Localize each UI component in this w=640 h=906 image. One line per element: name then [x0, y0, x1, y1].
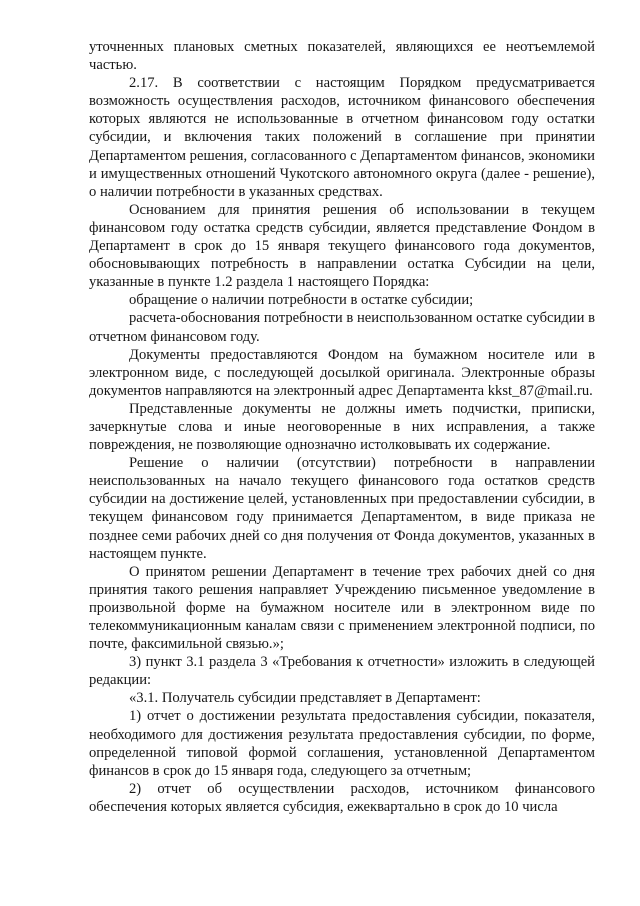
paragraph: «3.1. Получатель субсидии представляет в Департамент:: [129, 690, 481, 707]
paragraph: расчета-обоснования потребности в неиспользованном остатке субсидии в отчетном финансовом году.: [89, 310, 595, 345]
paragraph: 1) отчет о достижении результата предоставления субсидии, показателя, необходимого для достижения результата предоставления субсидии, по форме, определенной типовой формой соглашения, установленной Департаментом финансов в срок до 15 января года, следующего за отчетным;: [89, 708, 595, 779]
paragraph: 2.17. В соответствии с настоящим Порядком предусматривается возможность осуществления расходов, источником финансового обеспечения которых являются не использованные в отчетном финансовом году остатки субсидии, и включения таких положений в соглашение при принятии Департаментом решения, согласованного с Департаментом финансов, экономики и имущественных отношений Чукотского автономного округа (далее - решение), о наличии потребности в указанных средствах.: [89, 75, 595, 200]
paragraph: Представленные документы не должны иметь подчистки, приписки, зачеркнутые слова и иные неоговоренные в них исправления, а также повреждения, не позволяющие однозначно истолковывать их содержание.: [89, 400, 595, 454]
paragraph: Основанием для принятия решения об использовании в текущем финансовом году остатка средств субсидии, является представление Фондом в Департамент в срок до 15 января текущего финансового года документов, обосновывающих потребность в направлении остатка Субсидии на цели, указанные в пункте 1.2 раздела 1 настоящего Порядка:: [89, 201, 595, 291]
paragraph: 2) отчет об осуществлении расходов, источником финансового обеспечения которых является субсидия, ежеквартально в срок до 10 числа: [89, 780, 595, 815]
paragraph: уточненных плановых сметных показателей, являющихся ее неотъемлемой частью.: [89, 39, 595, 74]
paragraph: О принятом решении Департамент в течение трех рабочих дней со дня принятия такого решения направляет Учреждению письменное уведомление в произвольной форме на бумажном носителе или в электронном виде по телекоммуникационным каналам связи с применением электронной подписи, по почте, факсимильной связью.»;: [89, 563, 595, 653]
paragraph: Документы предоставляются Фондом на бумажном носителе или в электронном виде, с последующей досылкой оригинала. Электронные образы документов направляются на электронный адрес Департамента kkst_87@mail.ru.: [89, 346, 595, 399]
paragraph: 3) пункт 3.1 раздела 3 «Требования к отчетности» изложить в следующей редакции:: [89, 654, 595, 689]
document-body: [89, 38, 595, 816]
paragraph: Решение о наличии (отсутствии) потребности в направлении неиспользованных на начало текущего финансового года остатков средств субсидии на достижение целей, установленных при предоставлении субсидии, в текущем финансовом году принимается Департаментом, в виде приказа не позднее семи рабочих дней со дня получения от Фонда документов, указанных в настоящем пункте.: [89, 455, 595, 562]
paragraph: обращение о наличии потребности в остатке субсидии;: [129, 292, 474, 309]
